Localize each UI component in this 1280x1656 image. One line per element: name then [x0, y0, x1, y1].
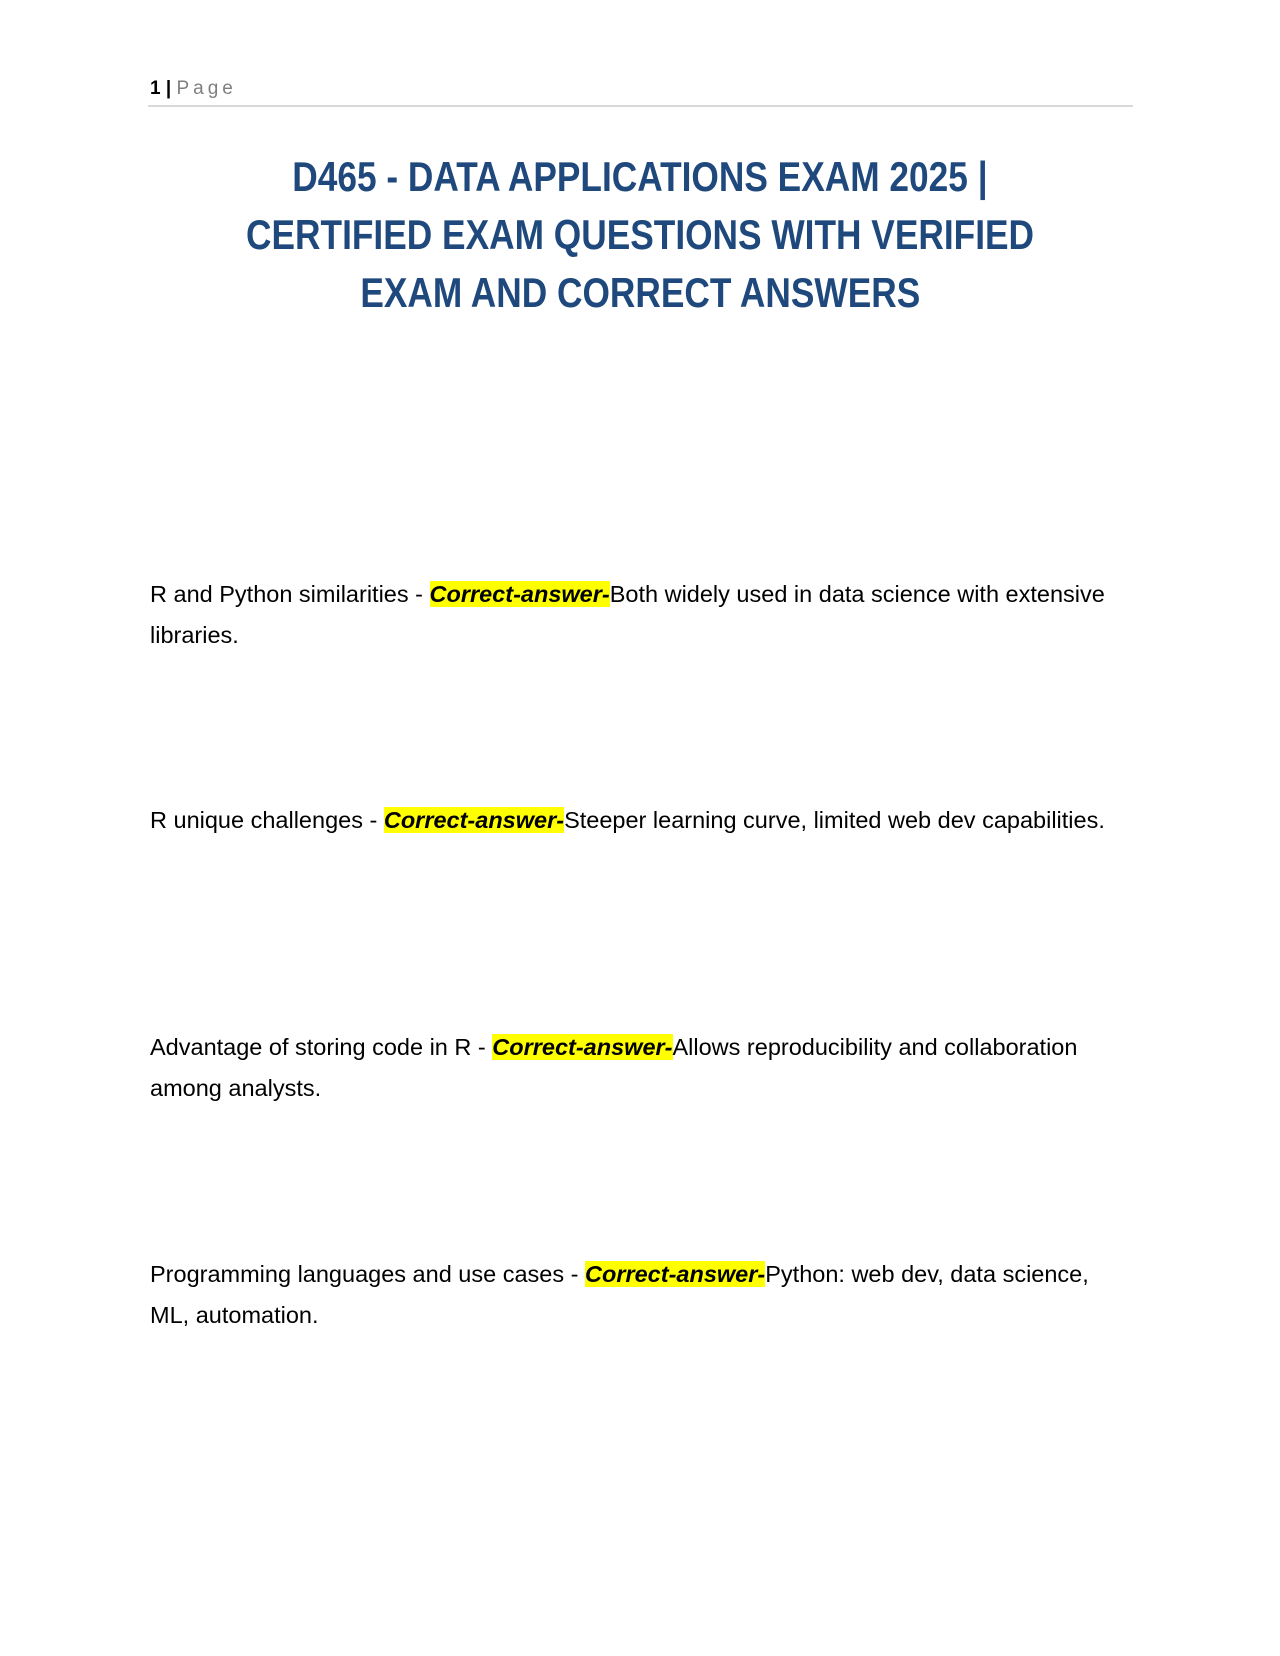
correct-answer-marker: Correct-answer-	[383, 807, 565, 833]
document-title	[0, 148, 1280, 322]
question: Programming languages and use cases -	[150, 1261, 585, 1287]
header-rule	[148, 105, 1133, 107]
qa-item	[150, 574, 1125, 656]
title-line-1: D465 - DATA APPLICATIONS EXAM 2025 |	[292, 153, 988, 200]
page-separator: |	[160, 78, 177, 99]
question: R unique challenges -	[150, 807, 384, 833]
answer: Allows reproducibility and collaboration among analysts.	[150, 1034, 1078, 1101]
question: Advantage of storing code in R -	[150, 1034, 493, 1060]
title-line-2: CERTIFIED EXAM QUESTIONS WITH VERIFIED	[246, 211, 1034, 258]
page-header	[150, 78, 237, 100]
correct-answer-marker: Correct-answer-	[492, 1034, 673, 1060]
qa-item	[150, 800, 1125, 841]
page-number: 1	[150, 78, 161, 99]
qa-item	[150, 1027, 1125, 1109]
answer: Steeper learning curve, limited web dev capabilities.	[564, 807, 1105, 833]
qa-item	[150, 1254, 1125, 1336]
answer: Both widely used in data science with extensive libraries.	[150, 581, 1105, 648]
title-line-3: EXAM AND CORRECT ANSWERS	[360, 269, 920, 316]
answer: Python: web dev, data science, ML, automation.	[150, 1261, 1089, 1328]
correct-answer-marker: Correct-answer-	[429, 581, 610, 607]
page-label: Page	[176, 78, 237, 99]
correct-answer-marker: Correct-answer-	[585, 1261, 766, 1287]
question: R and Python similarities -	[150, 581, 430, 607]
